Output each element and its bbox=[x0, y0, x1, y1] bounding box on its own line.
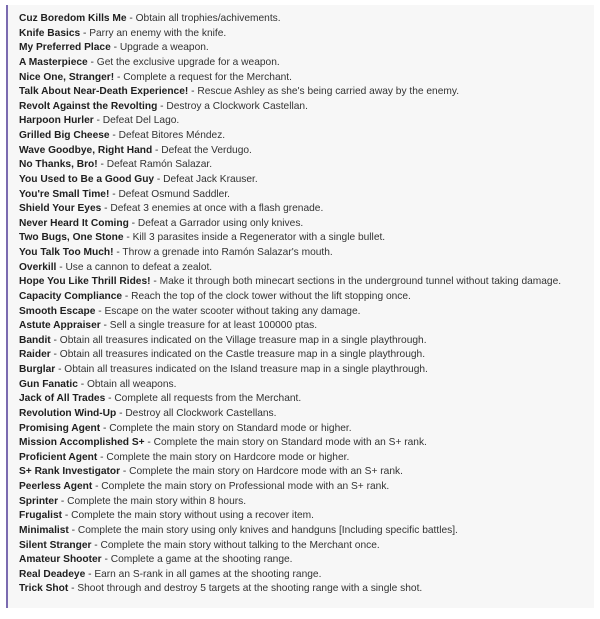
achievement-name: Sprinter bbox=[19, 495, 59, 507]
separator: - bbox=[100, 320, 110, 332]
achievement-description: Complete the main story on Hardcore mode with an S+ rank. bbox=[129, 466, 403, 478]
achievement-description: Obtain all treasures indicated on the Island treasure map in a single playthrough. bbox=[64, 364, 428, 375]
achievement-name: Never Heard It Coming bbox=[19, 217, 129, 229]
list-item bbox=[19, 348, 561, 363]
separator: - bbox=[68, 583, 78, 595]
separator: - bbox=[101, 203, 111, 215]
list-item bbox=[19, 71, 561, 86]
achievement-list-card bbox=[6, 5, 594, 608]
achievement-name: Promising Agent bbox=[19, 422, 101, 434]
achievement-description: Complete the main story without talking to the Merchant once. bbox=[100, 539, 380, 551]
list-item bbox=[19, 202, 561, 217]
achievement-name: Frugalist bbox=[19, 510, 63, 522]
achievement-description: Throw a grenade into Ramón Salazar's mouth. bbox=[122, 247, 333, 258]
separator: - bbox=[68, 524, 78, 536]
achievement-description: Defeat the Verdugo. bbox=[161, 144, 252, 156]
achievement-description: Destroy a Clockwork Castellan. bbox=[166, 100, 308, 112]
separator: - bbox=[93, 115, 103, 127]
separator: - bbox=[123, 232, 133, 244]
list-item bbox=[19, 392, 561, 407]
separator: - bbox=[97, 451, 107, 463]
achievement-name: Mission Accomplished S+ bbox=[19, 437, 145, 449]
achievement-name: Two Bugs, One Stone bbox=[19, 232, 124, 244]
achievement-description: Earn an S-rank in all games at the shooting range. bbox=[94, 568, 322, 580]
separator: - bbox=[91, 539, 101, 551]
achievement-name: Harpoon Hurler bbox=[19, 115, 94, 127]
achievement-name: Burglar bbox=[19, 364, 56, 375]
achievement-name: My Preferred Place bbox=[19, 42, 111, 54]
list-item bbox=[19, 553, 561, 568]
list-item bbox=[19, 290, 561, 305]
achievement-description: Complete a game at the shooting range. bbox=[110, 554, 293, 566]
achievement-name: S+ Rank Investigator bbox=[19, 466, 121, 478]
achievement-name: Talk About Near-Death Experience! bbox=[19, 86, 189, 98]
achievement-description: Complete a request for the Merchant. bbox=[123, 71, 292, 83]
separator: - bbox=[144, 437, 154, 449]
achievement-description: Escape on the water scooter without taking any damage. bbox=[104, 305, 361, 317]
achievement-name: You Talk Too Much! bbox=[19, 247, 114, 258]
achievement-name: Raider bbox=[19, 349, 51, 361]
separator: - bbox=[95, 305, 105, 317]
separator: - bbox=[85, 568, 95, 580]
separator: - bbox=[150, 276, 160, 288]
list-item bbox=[19, 524, 561, 539]
separator: - bbox=[101, 554, 111, 566]
achievement-name: Jack of All Trades bbox=[19, 393, 106, 405]
achievement-description: Obtain all treasures indicated on the Village treasure map in a single playthrough. bbox=[59, 334, 427, 346]
achievement-description: Defeat Del Lago. bbox=[102, 115, 180, 127]
list-item bbox=[19, 41, 561, 56]
separator: - bbox=[122, 290, 132, 302]
achievement-description: Complete the main story without using a recover item. bbox=[71, 510, 315, 522]
achievement-description: Use a cannon to defeat a zealot. bbox=[65, 261, 213, 273]
list-item bbox=[19, 158, 561, 173]
achievement-name: Shield Your Eyes bbox=[19, 203, 102, 215]
achievement-description: Complete the main story within 8 hours. bbox=[67, 495, 247, 507]
achievement-name: No Thanks, Bro! bbox=[19, 159, 98, 171]
separator: - bbox=[77, 378, 87, 390]
achievement-description: Defeat Osmund Saddler. bbox=[118, 188, 230, 200]
separator: - bbox=[116, 407, 126, 419]
achievement-name: Revolution Wind-Up bbox=[19, 407, 117, 419]
list-item bbox=[19, 275, 561, 290]
list-item bbox=[19, 436, 561, 451]
achievement-description: Get the exclusive upgrade for a weapon. bbox=[96, 56, 280, 68]
list-item bbox=[19, 129, 561, 144]
achievement-description: Obtain all weapons. bbox=[86, 378, 177, 390]
separator: - bbox=[110, 42, 120, 54]
separator: - bbox=[109, 188, 119, 200]
achievement-name: Real Deadeye bbox=[19, 568, 86, 580]
separator: - bbox=[114, 71, 124, 83]
list-item bbox=[19, 56, 561, 71]
separator: - bbox=[126, 13, 136, 24]
achievement-name: Nice One, Stranger! bbox=[19, 71, 115, 83]
achievement-description: Reach the top of the clock tower without the lift stopping once. bbox=[131, 290, 411, 302]
achievement-name: Trick Shot bbox=[19, 583, 69, 595]
achievement-description: Destroy all Clockwork Castellans. bbox=[125, 407, 277, 419]
separator: - bbox=[50, 334, 60, 346]
list-item bbox=[19, 568, 561, 583]
achievement-name: Capacity Compliance bbox=[19, 290, 123, 302]
achievement-name: Amateur Shooter bbox=[19, 554, 102, 566]
list-item bbox=[19, 144, 561, 159]
achievement-name: Peerless Agent bbox=[19, 481, 93, 492]
separator: - bbox=[80, 27, 90, 39]
achievement-description: Complete the main story on Standard mode or higher. bbox=[109, 422, 352, 434]
list-item bbox=[19, 378, 561, 393]
achievement-name: Bandit bbox=[19, 334, 51, 346]
achievement-name: Silent Stranger bbox=[19, 539, 92, 551]
achievement-description: Complete the main story on Hardcore mode or higher. bbox=[106, 451, 350, 463]
achievement-description: Complete the main story on Professional mode with an S+ rank. bbox=[101, 481, 390, 492]
achievement-name: Minimalist bbox=[19, 524, 69, 536]
achievement-name: Astute Appraiser bbox=[19, 320, 101, 332]
list-item bbox=[19, 582, 561, 597]
achievement-description: Parry an enemy with the knife. bbox=[89, 27, 227, 39]
list-item bbox=[19, 407, 561, 422]
separator: - bbox=[105, 393, 115, 405]
separator: - bbox=[152, 144, 162, 156]
achievement-description: Make it through both minecart sections in the underground tunnel without taking damage. bbox=[159, 276, 562, 288]
separator: - bbox=[50, 349, 60, 361]
separator: - bbox=[92, 481, 102, 492]
achievement-description: Kill 3 parasites inside a Regenerator with a single bullet. bbox=[132, 232, 386, 244]
achievement-description: Sell a single treasure for at least 100000 ptas. bbox=[109, 320, 318, 332]
achievement-name: You're Small Time! bbox=[19, 188, 110, 200]
separator: - bbox=[97, 159, 107, 171]
separator: - bbox=[120, 466, 130, 478]
achievement-name: A Masterpiece bbox=[19, 56, 88, 68]
achievement-name: Proficient Agent bbox=[19, 451, 98, 463]
separator: - bbox=[55, 364, 65, 375]
achievement-description: Defeat 3 enemies at once with a flash grenade. bbox=[110, 203, 324, 215]
achievement-name: Wave Goodbye, Right Hand bbox=[19, 144, 153, 156]
separator: - bbox=[154, 173, 164, 185]
list-item bbox=[19, 217, 561, 232]
achievement-description: Defeat a Garrador using only knives. bbox=[137, 217, 304, 229]
achievement-description: Defeat Jack Krauser. bbox=[163, 173, 258, 185]
achievement-name: Gun Fanatic bbox=[19, 378, 78, 390]
achievement-description: Defeat Ramón Salazar. bbox=[106, 159, 213, 171]
list-item bbox=[19, 363, 561, 378]
achievement-list bbox=[19, 12, 561, 597]
list-item bbox=[19, 173, 561, 188]
achievement-name: Knife Basics bbox=[19, 27, 81, 39]
list-item bbox=[19, 305, 561, 320]
separator: - bbox=[62, 510, 72, 522]
list-item bbox=[19, 261, 561, 276]
list-item bbox=[19, 85, 561, 100]
list-item bbox=[19, 509, 561, 524]
achievement-name: Revolt Against the Revolting bbox=[19, 100, 158, 112]
achievement-description: Rescue Ashley as she's being carried away by the enemy. bbox=[197, 86, 460, 98]
separator: - bbox=[56, 261, 66, 273]
separator: - bbox=[113, 247, 123, 258]
list-item bbox=[19, 27, 561, 42]
list-item bbox=[19, 495, 561, 510]
list-item bbox=[19, 231, 561, 246]
list-item bbox=[19, 465, 561, 480]
list-item bbox=[19, 480, 561, 495]
list-item bbox=[19, 188, 561, 203]
separator: - bbox=[58, 495, 68, 507]
separator: - bbox=[100, 422, 110, 434]
achievement-name: Cuz Boredom Kills Me bbox=[19, 13, 127, 24]
list-item bbox=[19, 246, 561, 261]
list-item bbox=[19, 100, 561, 115]
achievement-description: Complete the main story on Standard mode with an S+ rank. bbox=[153, 437, 427, 449]
separator: - bbox=[128, 217, 138, 229]
achievement-name: Hope You Like Thrill Rides! bbox=[19, 276, 151, 288]
separator: - bbox=[109, 130, 119, 141]
achievement-description: Complete all requests from the Merchant. bbox=[114, 393, 302, 405]
achievement-description: Upgrade a weapon. bbox=[119, 42, 209, 54]
separator: - bbox=[188, 86, 198, 98]
achievement-name: Overkill bbox=[19, 261, 57, 273]
achievement-name: Smooth Escape bbox=[19, 305, 96, 317]
achievement-description: Defeat Bitores Méndez. bbox=[118, 130, 226, 141]
separator: - bbox=[87, 56, 97, 68]
list-item bbox=[19, 319, 561, 334]
achievement-description: Complete the main story using only knives and handguns [Including specific battles]. bbox=[77, 524, 458, 536]
achievement-name: You Used to Be a Good Guy bbox=[19, 173, 155, 185]
list-item bbox=[19, 114, 561, 129]
achievement-description: Obtain all trophies/achivements. bbox=[135, 13, 281, 24]
list-item bbox=[19, 422, 561, 437]
list-item bbox=[19, 334, 561, 349]
achievement-description: Obtain all treasures indicated on the Castle treasure map in a single playthrough. bbox=[59, 349, 426, 361]
separator: - bbox=[157, 100, 167, 112]
achievement-description: Shoot through and destroy 5 targets at the shooting range with a single shot. bbox=[77, 583, 423, 595]
list-item bbox=[19, 539, 561, 554]
list-item bbox=[19, 451, 561, 466]
achievement-name: Grilled Big Cheese bbox=[19, 130, 110, 141]
list-item bbox=[19, 12, 561, 27]
